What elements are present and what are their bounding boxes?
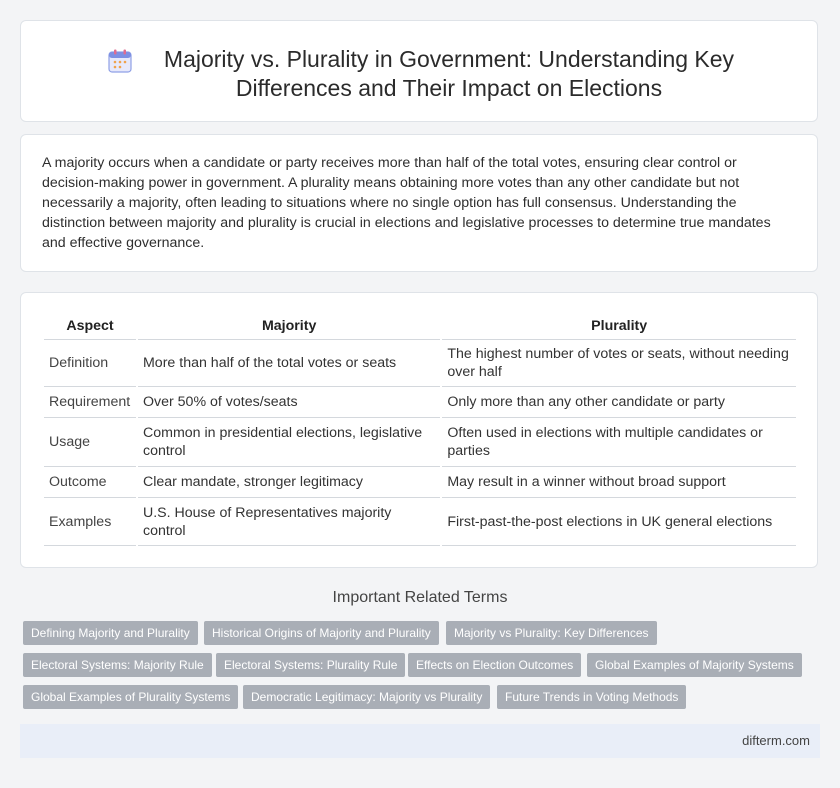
intro-card <box>20 134 818 272</box>
table-row <box>44 418 796 467</box>
related-tag[interactable]: Effects on Election Outcomes <box>408 653 581 677</box>
plurality-cell: Only more than any other candidate or party <box>442 387 796 418</box>
related-tag[interactable]: Global Examples of Majority Systems <box>587 653 802 677</box>
aspect-cell: Usage <box>44 418 136 467</box>
table-row <box>44 387 796 418</box>
plurality-cell: The highest number of votes or seats, without needing over half <box>442 340 796 387</box>
related-tag[interactable]: Future Trends in Voting Methods <box>497 685 686 709</box>
majority-cell: U.S. House of Representatives majority control <box>138 498 440 546</box>
table-header-row <box>44 313 796 340</box>
plurality-cell: Often used in elections with multiple candidates or parties <box>442 418 796 467</box>
footer-bar <box>20 724 820 758</box>
comparison-card <box>20 292 818 568</box>
majority-cell: Clear mandate, stronger legitimacy <box>138 467 440 498</box>
related-tag[interactable]: Historical Origins of Majority and Plurality <box>204 621 439 645</box>
table-row <box>44 340 796 387</box>
related-tag[interactable]: Global Examples of Plurality Systems <box>23 685 238 709</box>
site-name[interactable]: difterm.com <box>742 733 810 748</box>
majority-cell: Common in presidential elections, legislative control <box>138 418 440 467</box>
aspect-cell: Examples <box>44 498 136 546</box>
plurality-cell: May result in a winner without broad support <box>442 467 796 498</box>
related-tag[interactable]: Democratic Legitimacy: Majority vs Plurality <box>243 685 490 709</box>
page-title: Majority vs. Plurality in Government: Understanding Key Differences and Their Impact on Elections <box>163 46 735 101</box>
aspect-cell: Outcome <box>44 467 136 498</box>
related-tag[interactable]: Electoral Systems: Majority Rule <box>23 653 212 677</box>
majority-cell: More than half of the total votes or seats <box>138 340 440 387</box>
related-tag[interactable]: Defining Majority and Plurality <box>23 621 198 645</box>
title-card <box>20 20 818 122</box>
majority-cell: Over 50% of votes/seats <box>138 387 440 418</box>
related-tag[interactable]: Majority vs Plurality: Key Differences <box>446 621 657 645</box>
table-row <box>44 467 796 498</box>
header-aspect: Aspect <box>44 313 136 340</box>
table-row <box>44 498 796 546</box>
related-tag[interactable]: Electoral Systems: Plurality Rule <box>216 653 405 677</box>
intro-paragraph: A majority occurs when a candidate or party receives more than half of the total votes, ensuring clear control or decision-making power in government. A plurality means obtaining more votes than any other candidate but not necessarily a majority, often leading to situations where no single option has full consensus. Understanding the distinction between majority and plurality is crucial in elections and legislative processes to determine true mandates and effective governance. <box>42 155 771 251</box>
comparison-table <box>42 313 798 546</box>
aspect-cell: Definition <box>44 340 136 387</box>
related-terms-heading: Important Related Terms <box>332 589 508 606</box>
header-plurality: Plurality <box>442 313 796 340</box>
plurality-cell: First-past-the-post elections in UK general elections <box>442 498 796 546</box>
header-majority: Majority <box>138 313 440 340</box>
aspect-cell: Requirement <box>44 387 136 418</box>
